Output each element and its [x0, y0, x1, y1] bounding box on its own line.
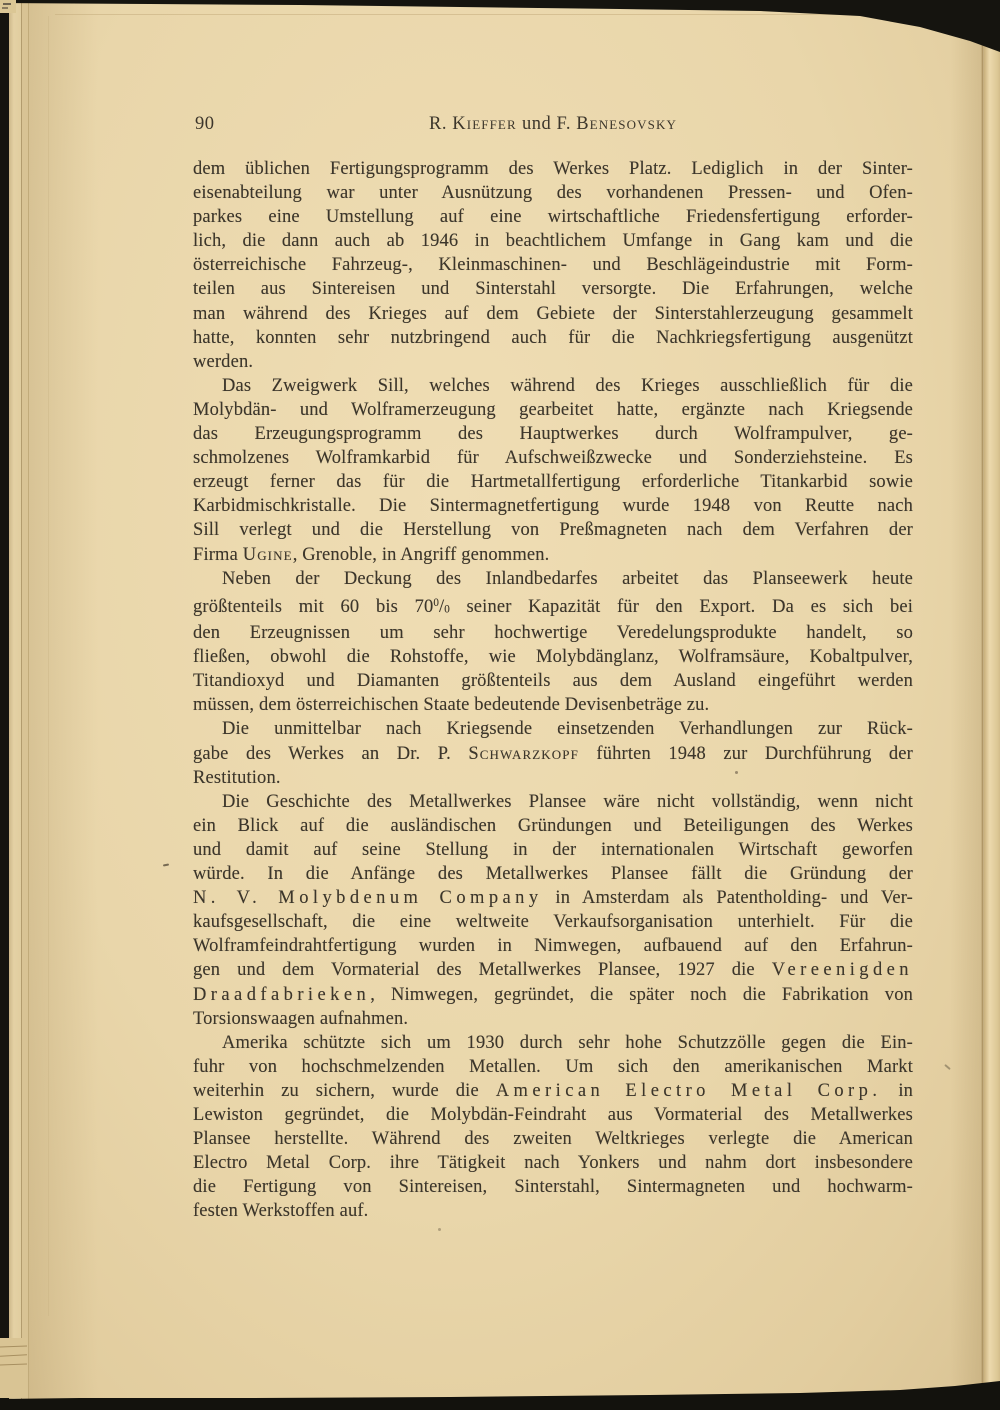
underlying-page-corner [0, 0, 16, 13]
text-line: man während des Krieges auf dem Gebiete der Sinterstahlerzeugung gesammelt [193, 303, 913, 324]
text-line: Draadfabrieken, Nimwegen, gegründet, die später noch die Fabrikation von [193, 984, 913, 1005]
styled-text: Schwarzkopf [468, 743, 579, 764]
text-line: Sill verlegt und die Herstellung von Preßmagneten nach dem Verfahren der [193, 520, 913, 541]
text-line: Restitution. [193, 767, 281, 788]
text-line: Firma Ugine, Grenoble, in Angriff genommen. [193, 544, 550, 565]
styled-text: N. V. Molybdenum Company [193, 888, 543, 909]
styled-text: und F. [516, 114, 577, 134]
text-line: parkes eine Umstellung auf eine wirtschaftliche Friedensfertigung erforder- [193, 207, 913, 228]
paragraph [193, 790, 913, 1031]
styled-text: Benesovsky [576, 114, 677, 134]
text-line: Lewiston gegründet, die Molybdän-Feindraht aus Vormaterial des Metallwerkes [193, 1104, 913, 1125]
text-line: gabe des Werkes an Dr. P. Schwarzkopf führten 1948 zur Durchführung der [193, 743, 913, 764]
paragraph [193, 374, 913, 567]
text-line: gen und dem Vormaterial des Metallwerkes Plansee, 1927 die Vereenigden [193, 960, 913, 981]
text-line: dem üblichen Fertigungsprogramm des Werkes Platz. Lediglich in der Sinter- [193, 159, 913, 179]
text-line: weiterhin zu sichern, wurde die American Electro Metal Corp. in [193, 1080, 914, 1101]
styled-text: Ugine [242, 544, 293, 565]
text-line: Die unmittelbar nach Kriegsende einsetzenden Verhandlungen zur Rück- [222, 719, 913, 740]
text-line: Titandioxyd und Diamanten größtenteils aus dem Ausland eingeführt werden [193, 671, 913, 692]
styled-text: 0 [444, 603, 450, 615]
spine-shadow [0, 0, 9, 1410]
text-line: Die Geschichte des Metallwerkes Plansee wäre nicht vollständig, wenn nicht [222, 791, 913, 812]
text-line: festen Werkstoffen auf. [193, 1201, 369, 1222]
text-line: müssen, dem österreichischen Staate bedeutende Devisenbeträge zu. [193, 695, 710, 716]
text-line: würde. In die Anfänge des Metallwerkes Plansee fällt die Gründung der [193, 864, 913, 885]
text-line: Neben der Deckung des Inlandbedarfes arbeitet das Planseewerk heute [222, 568, 913, 589]
styled-text: 0 [433, 596, 439, 609]
styled-text: R. [429, 114, 453, 134]
page-fold-crease [981, 0, 984, 1410]
styled-text: Draadfabrieken [193, 984, 371, 1005]
text-line: ein Blick auf die ausländischen Gründungen und Beteiligungen des Werkes [193, 815, 913, 836]
plate-impression-line-left [48, 16, 49, 1316]
text-line: N. V. Molybdenum Company in Amsterdam als Patentholding- und Ver- [193, 888, 913, 909]
styled-text: Vereenigden [771, 960, 913, 981]
page-fore-edge [9, 0, 22, 1410]
text-line: fuhr von hochschmelzenden Metallen. Um sich den amerikanischen Markt [193, 1056, 913, 1077]
text-line: Plansee herstellte. Während des zweiten Weltkrieges verlegte die American [193, 1129, 913, 1150]
page-text [193, 157, 913, 1223]
left-gutter-shade [28, 0, 98, 1410]
text-line: Das Zweigwerk Sill, welches während des Krieges ausschließlich für die [222, 375, 913, 396]
page-stack-edge [0, 1338, 27, 1398]
right-edge-shade [950, 0, 981, 1410]
running-title [193, 114, 913, 135]
text-line: lich, die dann auch ab 1946 in beachtlichem Umfange in Gang kam und die [193, 231, 913, 252]
page-number: 90 [195, 114, 215, 134]
paragraph [193, 567, 913, 718]
text-line: eisenabteilung war unter Ausnützung des vorhandenen Pressen- und Ofen- [193, 183, 913, 204]
running-head [193, 114, 913, 140]
paragraph [193, 1031, 913, 1224]
text-line: Molybdän- und Wolframerzeugung gearbeitet hatte, ergänzte nach Kriegsende [193, 399, 913, 420]
text-line: teilen aus Sintereisen und Sinterstahl versorgte. Die Erfahrungen, welche [193, 279, 913, 300]
paragraph [193, 157, 913, 374]
text-line: Wolframfeindrahtfertigung wurden in Nimwegen, aufbauend auf den Erfahrun- [193, 936, 913, 957]
text-line: und damit auf seine Stellung in der internationalen Wirtschaft geworfen [193, 839, 913, 860]
text-line: schmolzenes Wolframkarbid für Aufschweißzwecke und Sonderziehsteine. Es [193, 448, 913, 469]
plate-impression-line-top [55, 14, 940, 15]
text-line: größtenteils mit 60 bis $70^0/0$ seiner Kapazität für den Export. Da es sich bei [193, 596, 913, 617]
text-line: erzeugt ferner das für die Hartmetallfertigung erforderliche Titankarbid sowie [193, 472, 913, 493]
text-line: hatte, konnten sehr nutzbringend auch für die Nachkriegsfertigung ausgenützt [193, 327, 913, 348]
text-line: die Fertigung von Sintereisen, Sinterstahl, Sintermagneten und hochwarm- [193, 1177, 913, 1198]
paragraph [193, 717, 913, 789]
text-line: Electro Metal Corp. ihre Tätigkeit nach Yonkers und nahm dort insbesondere [193, 1153, 913, 1174]
text-line: fließen, obwohl die Rohstoffe, wie Molybdänglanz, Wolframsäure, Kobaltpulver, [193, 647, 913, 668]
text-line: österreichische Fahrzeug-, Kleinmaschinen- und Beschlägeindustrie mit Form- [193, 255, 913, 276]
curled-page-edge [984, 0, 1000, 1410]
styled-text: Kieffer [452, 114, 517, 134]
text-line: den Erzeugnissen um sehr hochwertige Veredelungsprodukte handelt, so [193, 623, 913, 644]
text-line: Karbidmischkristalle. Die Sintermagnetfertigung wurde 1948 von Reutte nach [193, 496, 913, 517]
paper-speck [438, 1228, 441, 1231]
text-line: werden. [193, 351, 254, 372]
styled-text: American Electro Metal Corp. [495, 1080, 882, 1101]
text-line: Amerika schützte sich um 1930 durch sehr hohe Schutzzölle gegen die Ein- [222, 1032, 913, 1053]
text-line: Torsionswaagen aufnahmen. [193, 1008, 409, 1029]
text-line: das Erzeugungsprogramm des Hauptwerkes durch Wolframpulver, ge- [193, 424, 913, 445]
text-line: kaufsgesellschaft, die eine weltweite Verkaufsorganisation unterhielt. Für die [193, 912, 913, 933]
